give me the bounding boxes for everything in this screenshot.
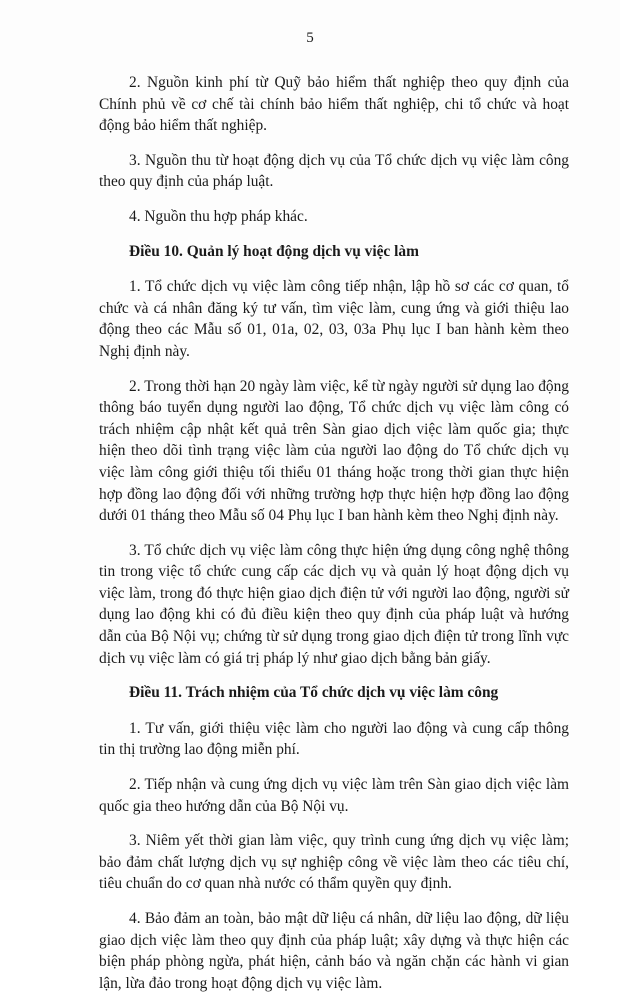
article-11-heading: Điều 11. Trách nhiệm của Tổ chức dịch vụ việc làm công xyxy=(129,684,499,702)
article-11-item-1: 1. Tư vấn, giới thiệu việc làm cho người lao động và cung cấp thông tin thị trường lao động miễn phí. xyxy=(99,719,569,759)
article-11-item-4: 4. Bảo đảm an toàn, bảo mật dữ liệu cá nhân, dữ liệu lao động, dữ liệu giao dịch việc làm theo quy định của pháp luật; xây dựng và thực hiện các biện pháp phòng ngừa, phát hiện, cảnh báo và ngăn chặn các hành vi gian lận, lừa đảo trong hoạt động dịch vụ việc làm. xyxy=(99,910,569,992)
article-10-item-3: 3. Tổ chức dịch vụ việc làm công thực hiện ứng dụng công nghệ thông tin trong việc tổ chức cung cấp các dịch vụ và quản lý hoạt động dịch vụ việc làm, trong đó thực hiện giao dịch điện tử với người lao động, người sử dụng lao động khi có đủ điều kiện theo quy định của pháp luật và hướng dẫn của Bộ Nội vụ; chứng từ sử dụng trong giao dịch điện tử trong lĩnh vực dịch vụ việc làm có giá trị pháp lý như giao dịch bằng bản giấy. xyxy=(99,541,569,667)
paragraph-other-revenue: 4. Nguồn thu hợp pháp khác. xyxy=(129,207,308,225)
article-10-item-2: 2. Trong thời hạn 20 ngày làm việc, kể từ ngày người sử dụng lao động thông báo tuyển dụng người lao động, Tổ chức dịch vụ việc làm công có trách nhiệm cập nhật kết quả trên Sàn giao dịch việc làm quốc gia; thực hiện theo dõi tình trạng việc làm của người lao động do Tổ chức dịch vụ việc làm công giới thiệu tối thiểu 01 tháng hoặc trong thời gian thực hiện hợp đồng lao động đối với những trường hợp thực hiện hợp đồng lao động dưới 01 tháng theo Mẫu số 04 Phụ lục I ban hành kèm theo Nghị định này. xyxy=(99,377,569,525)
article-10-heading: Điều 10. Quản lý hoạt động dịch vụ việc làm xyxy=(129,242,419,260)
paragraph-service-revenue: 3. Nguồn thu từ hoạt động dịch vụ của Tổ chức dịch vụ việc làm công theo quy định của pháp luật. xyxy=(99,151,569,191)
article-10-item-1: 1. Tổ chức dịch vụ việc làm công tiếp nhận, lập hồ sơ các cơ quan, tổ chức và cá nhân đăng ký tư vấn, tìm việc làm, cung ứng và giới thiệu lao động theo các Mẫu số 01, 01a, 02, 03, 03a Phụ lục I ban hành kèm theo Nghị định này. xyxy=(99,278,569,360)
article-11-item-3: 3. Niêm yết thời gian làm việc, quy trình cung ứng dịch vụ việc làm; bảo đảm chất lượng dịch vụ sự nghiệp công về việc làm theo các tiêu chí, tiêu chuẩn do cơ quan nhà nước có thẩm quyền quy định. xyxy=(99,832,569,893)
paragraph-funding-source: 2. Nguồn kinh phí từ Quỹ bảo hiểm thất nghiệp theo quy định của Chính phủ về cơ chế tài chính bảo hiểm thất nghiệp, chi tổ chức và hoạt động bảo hiểm thất nghiệp. xyxy=(99,74,569,135)
page-number: 5 xyxy=(306,30,314,46)
document-body xyxy=(99,72,569,1007)
article-11-item-2: 2. Tiếp nhận và cung ứng dịch vụ việc làm trên Sàn giao dịch việc làm quốc gia theo hướng dẫn của Bộ Nội vụ. xyxy=(99,776,569,815)
